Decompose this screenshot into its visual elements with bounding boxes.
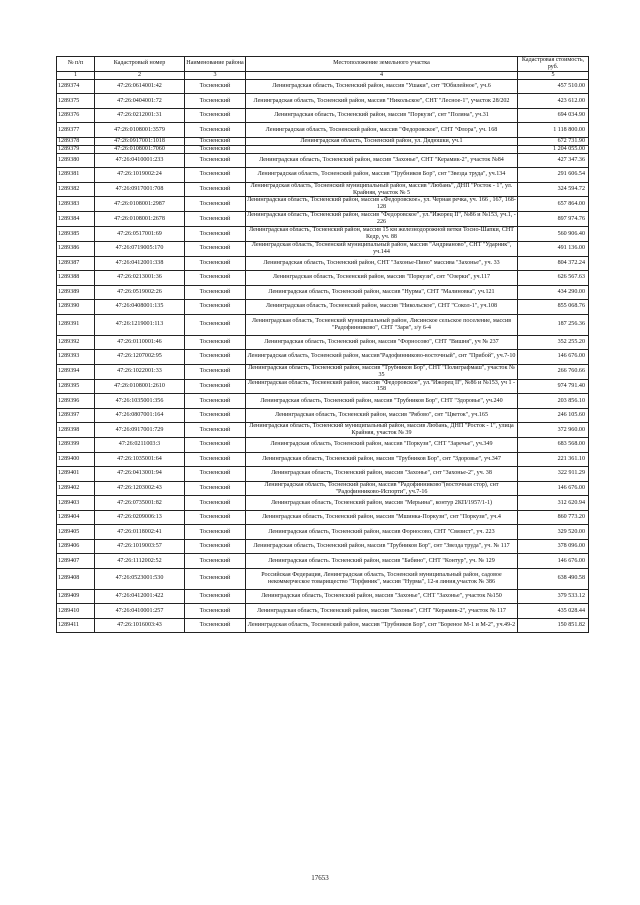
row-number: 1289395 [57,379,95,394]
cadastral-number: 47:26:1112002:52 [95,554,185,569]
row-number: 1289385 [57,227,95,242]
district-name: Тосненский [185,496,246,511]
land-location: Ленинградская область, Тосненский район, массив "Поркузи", снт "Озерки", уч.117 [246,271,518,286]
cadastral-number: 47:26:0807001:164 [95,408,185,423]
table-row [57,408,589,423]
table-row [57,350,589,365]
row-number: 1289378 [57,137,95,145]
district-name: Тосненский [185,525,246,540]
land-location: Ленинградская область, Тосненский район, массив "Трубников Бор", СНТ "Здоровье", уч.240 [246,394,518,409]
cadastral-number: 47:26:0118002:41 [95,525,185,540]
cadastral-value: 804 372.24 [518,256,589,271]
row-number: 1289409 [57,589,95,604]
table-row [57,108,589,123]
table-row [57,568,589,589]
row-number: 1289377 [57,123,95,138]
column-index: 5 [518,71,589,79]
row-number: 1289400 [57,452,95,467]
district-name: Тосненский [185,256,246,271]
cadastral-number: 47:26:0108001:2678 [95,212,185,227]
table-row [57,227,589,242]
cadastral-number: 47:26:1035001:64 [95,452,185,467]
cadastral-number: 47:26:1219001:113 [95,314,185,335]
cadastral-number: 47:26:1207002:95 [95,350,185,365]
cadastral-value: 203 856.10 [518,394,589,409]
cadastral-value: 897 974.76 [518,212,589,227]
land-location: Ленинградская область, Тосненский район, массив "Ушаки", снт "Юбилейное", уч.6 [246,79,518,94]
land-location: Ленинградская область, Тосненский район, массив "Федоровское", СНТ "Флора", уч. 168 [246,123,518,138]
land-location: Российская Федерация, Ленинградская область, Тосненский муниципальный район, садовое некоммерческое товарищество "Торфяник", массив "Нурма", 12-я линия,участок № 386 [246,568,518,589]
table-row [57,145,589,153]
row-number: 1289382 [57,182,95,197]
column-index: 1 [57,71,95,79]
district-name: Тосненский [185,510,246,525]
cadastral-value: 146 676.00 [518,350,589,365]
cadastral-number: 47:26:0917001:1018 [95,137,185,145]
cadastral-value: 457 510.00 [518,79,589,94]
cadastral-number: 47:26:0408001:135 [95,300,185,315]
header-district: Наименование района [185,57,246,72]
district-name: Тосненский [185,539,246,554]
row-number: 1289406 [57,539,95,554]
land-location: Ленинградская область, Тосненский район, массив "Захонье", снт "Захонье-2", уч. 38 [246,467,518,482]
land-location: Ленинградская область, Тосненский район, ул. Дядюшки, уч.1 [246,137,518,145]
cadastral-value: 626 567.63 [518,271,589,286]
land-location: Ленинградская область, Тосненский район, массив 15 км железнодорожной ветки Тосно-Шапки, СНТ Кедр, уч. 88 [246,227,518,242]
cadastral-number: 47:26:0110001:46 [95,335,185,350]
row-number: 1289410 [57,604,95,619]
row-number: 1289390 [57,300,95,315]
table-row [57,364,589,379]
cadastral-value: 694 034.90 [518,108,589,123]
row-number: 1289401 [57,467,95,482]
table-row [57,300,589,315]
land-location: Ленинградская область, Тосненский район, массив "Захонье", СНТ "Керамик-2", участок № 117 [246,604,518,619]
row-number: 1289405 [57,525,95,540]
land-location: Ленинградская область, Тосненский район, массив «Федоровское», ул. Черная речка, уч. 166 , 167, 168-128 [247,197,516,211]
district-name: Тосненский [185,568,246,589]
district-name: Тосненский [185,467,246,482]
cadastral-number: 47:26:0917001:729 [95,423,185,438]
cadastral-value: 146 676.00 [518,554,589,569]
column-index-row [57,71,589,79]
row-number: 1289396 [57,394,95,409]
district-name: Тосненский [185,94,246,109]
table-row [57,394,589,409]
table-row [57,618,589,633]
cadastral-value: 435 028.44 [518,604,589,619]
cadastral-number: 47:26:0410001:257 [95,604,185,619]
table-row [57,197,589,212]
cadastral-value: 324 594.72 [518,182,589,197]
table-row [57,168,589,183]
land-location: Ленинградская область, Тосненский муниципальный район, массив "Любань", ДНП "Росток - 1", ул. Крайняя, участок № 5 [246,182,518,197]
row-number: 1289389 [57,285,95,300]
table-row [57,153,589,168]
district-name: Тосненский [185,335,246,350]
land-location: Ленинградская область, Тосненский район, массив "Мерьина", контур 2КП/1957/1-1) [246,496,518,511]
cadastral-table [56,56,589,633]
row-number: 1289397 [57,408,95,423]
cadastral-value: 491 136.00 [518,241,589,256]
table-row [57,182,589,197]
page-number: 17653 [311,874,329,882]
table-row [57,335,589,350]
land-location: Ленинградская область, Тосненский муниципальный район, Лисинское сельское поселение, массив "Радофинниково", СНТ "Заря", з/у 6-4 [246,314,518,335]
cadastral-value: 672 731.90 [518,137,589,145]
table-row [57,285,589,300]
cadastral-value: 855 068.76 [518,300,589,315]
cadastral-number: 47:26:0719005:170 [95,241,185,256]
cadastral-value: 560 906.40 [518,227,589,242]
table-row [57,554,589,569]
table-row [57,271,589,286]
row-number: 1289393 [57,350,95,365]
cadastral-value: 638 490.58 [518,568,589,589]
district-name: Тосненский [185,197,246,212]
cadastral-value: 657 864.00 [518,197,589,212]
land-location: Ленинградская область, Тосненский район, СНТ "Захонье-Пино" массива "Захонье", уч. 33 [246,256,518,271]
district-name: Тосненский [185,182,246,197]
district-name: Тосненский [185,271,246,286]
cadastral-number: 47:26:1022001:33 [95,364,185,379]
cadastral-number: 47:26:0404001:72 [95,94,185,109]
table-body [57,79,589,633]
table-row [57,452,589,467]
cadastral-number: 47:26:0108001:2610 [95,379,185,394]
row-number: 1289403 [57,496,95,511]
row-number: 1289379 [57,145,95,153]
row-number: 1289394 [57,364,95,379]
district-name: Тосненский [185,168,246,183]
land-location: Ленинградская область, Тосненский район, массив "Захонье", СНТ "Керамик-2", участок №84 [246,153,518,168]
land-location: Ленинградская область, Тосненский район, массив "Форносово", СНТ "Вишня", уч № 237 [246,335,518,350]
district-name: Тосненский [185,452,246,467]
table-row [57,137,589,145]
table-row [57,539,589,554]
district-name: Тосненский [185,153,246,168]
district-name: Тосненский [185,423,246,438]
header-value: Кадастровая стоимость, руб. [518,57,589,72]
row-number: 1289387 [57,256,95,271]
land-location: Ленинградская область, Тосненский район, массив "Трубников Бор", снт "Звезда труда", уч. № 117 [246,539,518,554]
cadastral-number: 47:26:0209006:13 [95,510,185,525]
cadastral-value: 423 612.00 [518,94,589,109]
row-number: 1289376 [57,108,95,123]
land-location [246,145,518,153]
cadastral-value: 146 676.00 [518,481,589,496]
land-location: Ленинградская область, Тосненский район, массив "Радофинниково"(восточная стор), снт "Радофинниково-Испорти", уч.7-16 [246,481,518,496]
land-location: Ленинградская область. Тосненский район, массив "Бабино", СНТ "Контур", уч. № 129 [246,554,518,569]
row-number: 1289402 [57,481,95,496]
cadastral-number: 47:26:0211003:3 [95,438,185,453]
land-location: Ленинградская область, Тосненский район, массив "Трубников Бор", снт "Бореное М-1 и М-2", уч.49-2 [246,618,518,633]
row-number: 1289374 [57,79,95,94]
district-name: Тосненский [185,589,246,604]
land-location: Ленинградская область, Тосненский район, массив"Радофинниково-восточный", снт "Прибой", уч.7-10 [246,350,518,365]
cadastral-number: 47:26:0517001:69 [95,227,185,242]
land-location: Ленинградская область, Тосненский район, массив Форносово, СНТ "Связист", уч. 223 [246,525,518,540]
cadastral-number: 47:26:0614001:42 [95,79,185,94]
cadastral-number: 47:26:0108001:7060 [95,145,185,153]
land-location: Ленинградская область, Тосненский муниципальный район, массив Любань, ДНП "Росток - 1", улица Крайняя, участок № 39 [246,423,518,438]
cadastral-number: 47:26:0108001:3579 [95,123,185,138]
district-name: Тосненский [185,212,246,227]
table-row [57,438,589,453]
district-name: Тосненский [185,618,246,633]
district-name: Тосненский [185,241,246,256]
district-name: Тосненский [185,108,246,123]
cadastral-value: 352 255.20 [518,335,589,350]
land-location: Ленинградская область, Тосненский район, массив "Нурма", СНТ "Малиновка", уч.121 [246,285,518,300]
land-location: Ленинградская область, Тосненский район, массив "Трубников Бор", снт "Здоровье", уч.347 [246,452,518,467]
row-number: 1289398 [57,423,95,438]
district-name: Тосненский [185,227,246,242]
cadastral-value: 322 911.29 [518,467,589,482]
district-name: Тосненский [185,438,246,453]
row-number: 1289383 [57,197,95,212]
land-location: Ленинградская область, Тосненский район, массив "Федоровское", ул."Ижорец II", №86 и №153, уч 1 - 158 [246,379,518,394]
district-name: Тосненский [185,123,246,138]
cadastral-value: 860 773.20 [518,510,589,525]
district-name: Тосненский [185,604,246,619]
district-name: Тосненский [185,379,246,394]
land-location: Ленинградская область, Тосненский район, массив "Никольское", СНТ "Сокол-1", уч.108 [246,300,518,315]
district-name: Тосненский [185,314,246,335]
row-number: 1289388 [57,271,95,286]
table-row [57,379,589,394]
cadastral-number: 47:26:1035001:356 [95,394,185,409]
cadastral-number: 47:26:1203002:43 [95,481,185,496]
cadastral-value: 434 290.00 [518,285,589,300]
cadastral-number: 47:26:0523001:530 [95,568,185,589]
cadastral-value: 312 620.94 [518,496,589,511]
district-name: Тосненский [185,408,246,423]
cadastral-number: 47:26:0212001:31 [95,108,185,123]
header-location: Местоположение земельного участка [246,57,518,72]
district-name: Тосненский [185,481,246,496]
table-row [57,212,589,227]
land-location: Ленинградская область, Тосненский район, массив "Трубников Бор", снт "Звезда труда", уч.134 [246,168,518,183]
table-row [57,241,589,256]
table-row [57,123,589,138]
table-row [57,94,589,109]
cadastral-value: 329 520.00 [518,525,589,540]
column-index: 2 [95,71,185,79]
land-location: Ленинградская область, Тосненский район, массив "Трубников Бор", СНТ "Полиграфмаш", участок № 35 [246,364,518,379]
cadastral-value: 291 606.54 [518,168,589,183]
district-name: Тосненский [185,350,246,365]
district-name: Тосненский [185,145,246,153]
land-location: Ленинградская область, Тосненский район, массив "Поркузи", СНТ "Заречье", уч.349 [246,438,518,453]
cadastral-number: 47:26:0412001:338 [95,256,185,271]
cadastral-number: 47:26:0412001:422 [95,589,185,604]
table-row [57,467,589,482]
cadastral-number: 47:26:1019002:24 [95,168,185,183]
cadastral-number: 47:26:0917001:708 [95,182,185,197]
cadastral-value: 187 256.36 [518,314,589,335]
table-row [57,496,589,511]
cadastral-value: 683 568.00 [518,438,589,453]
header-row [57,57,589,72]
district-name: Тосненский [185,364,246,379]
table-row [57,481,589,496]
cadastral-number: 47:26:0735001:82 [95,496,185,511]
table-row [57,604,589,619]
column-index: 3 [185,71,246,79]
cadastral-value: 379 533.12 [518,589,589,604]
table-row [57,423,589,438]
cadastral-value: 1 204 055.00 [518,145,589,153]
header-number: № п/п [57,57,95,72]
table-row [57,79,589,94]
land-location: Ленинградская область, Тосненский район, массив "Захонье", СНТ "Захонье", участок №150 [246,589,518,604]
row-number: 1289381 [57,168,95,183]
table-row [57,510,589,525]
cadastral-number: 47:26:1016003:43 [95,618,185,633]
district-name: Тосненский [185,394,246,409]
row-number: 1289411 [57,618,95,633]
district-name: Тосненский [185,137,246,145]
cadastral-value: 246 105.60 [518,408,589,423]
row-number: 1289386 [57,241,95,256]
land-location: Ленинградская область, Тосненский район, массив "Никольское", СНТ "Лесное-1", участок 28/202 [246,94,518,109]
row-number: 1289375 [57,94,95,109]
cadastral-value: 221 361.10 [518,452,589,467]
cadastral-number: 47:26:0413001:94 [95,467,185,482]
land-location: Ленинградская область, Тосненский район, массив "Рябово", снт "Цветок", уч.165 [246,408,518,423]
cadastral-number: 47:26:0213001:36 [95,271,185,286]
column-index: 4 [246,71,518,79]
land-location: Ленинградская область, Тосненский муниципальный район, массив "Андрианово", СНТ "Ударник", уч.144 [246,241,518,256]
table-row [57,314,589,335]
row-number: 1289407 [57,554,95,569]
cadastral-value: 378 096.00 [518,539,589,554]
cadastral-value: 974 791.40 [518,379,589,394]
table-row [57,256,589,271]
land-location: Ленинградская область, Тосненский район, массив "Поркузи", снт "Полянa", уч.31 [246,108,518,123]
row-number: 1289384 [57,212,95,227]
cadastral-value: 266 760.66 [518,364,589,379]
row-number: 1289391 [57,314,95,335]
cadastral-value: 1 118 800.00 [518,123,589,138]
land-location: Ленинградская область, Тосненский район, массив "Федоровское", ул."Ижорец II", №86 и №153, уч.1, - 226 [247,212,516,226]
row-number: 1289404 [57,510,95,525]
document-page [56,56,588,633]
table-row [57,589,589,604]
cadastral-value: 372 960.00 [518,423,589,438]
cadastral-value: 150 851.82 [518,618,589,633]
table-row [57,525,589,540]
header-cadastral-number: Кадастровый номер [95,57,185,72]
row-number: 1289399 [57,438,95,453]
district-name: Тосненский [185,79,246,94]
cadastral-number: 47:26:1019003:57 [95,539,185,554]
cadastral-number: 47:26:0410001:233 [95,153,185,168]
cadastral-number: 47:26:0519002:26 [95,285,185,300]
row-number: 1289392 [57,335,95,350]
row-number: 1289408 [57,568,95,589]
district-name: Тосненский [185,300,246,315]
land-location: Ленинградская область, Тосненский район, массив "Мшинка-Поркузи", снт "Поркузи", уч.4 [246,510,518,525]
cadastral-number: 47:26:0108001:2987 [95,197,185,212]
district-name: Тосненский [185,285,246,300]
cadastral-value: 427 347.36 [518,153,589,168]
row-number: 1289380 [57,153,95,168]
district-name: Тосненский [185,554,246,569]
